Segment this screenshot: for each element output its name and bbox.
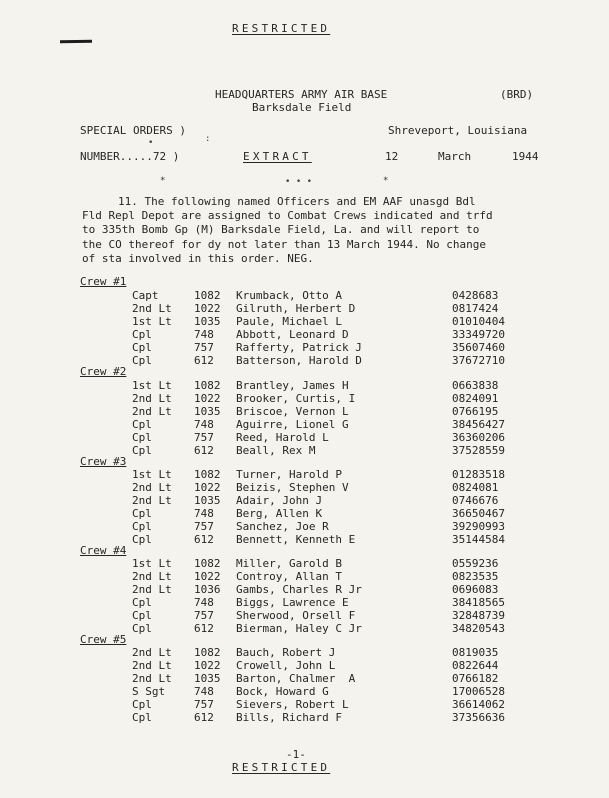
member-name: Sievers, Robert L: [236, 698, 349, 711]
crew-heading: Crew #4: [80, 544, 127, 557]
member-name: Briscoe, Vernon L: [236, 405, 349, 418]
member-name: Biggs, Lawrence E: [236, 596, 349, 609]
order-paragraph: [82, 195, 552, 266]
serial-number: 0766195: [452, 405, 499, 418]
rank: Cpl: [132, 354, 152, 367]
member-name: Bierman, Haley C Jr: [236, 622, 362, 635]
rank: Cpl: [132, 533, 152, 546]
asterisk-left: *: [160, 176, 166, 186]
crew-member-row: [0, 596, 609, 609]
serial-number: 0817424: [452, 302, 499, 315]
member-name: Turner, Harold P: [236, 468, 342, 481]
mos-code: 1082: [194, 646, 221, 659]
rank: Cpl: [132, 328, 152, 341]
serial-number: 32848739: [452, 609, 505, 622]
mos-code: 1035: [194, 405, 221, 418]
serial-number: 36650467: [452, 507, 505, 520]
member-name: Paule, Michael L: [236, 315, 342, 328]
rank: Cpl: [132, 622, 152, 635]
crew-member-row: [0, 520, 609, 533]
mos-code: 1035: [194, 672, 221, 685]
rank: 2nd Lt: [132, 405, 172, 418]
asterisk-right: *: [383, 176, 389, 186]
crew-member-row: [0, 494, 609, 507]
crew-heading: Crew #3: [80, 455, 127, 468]
mos-code: 612: [194, 354, 214, 367]
restricted-footer: RESTRICTED: [232, 761, 331, 774]
member-name: Brooker, Curtis, I: [236, 392, 356, 405]
special-orders-label: SPECIAL ORDERS ): [80, 124, 186, 137]
brd-label: (BRD): [500, 88, 534, 101]
rank: Cpl: [132, 698, 152, 711]
crew-member-row: [0, 431, 609, 444]
member-name: Sanchez, Joe R: [236, 520, 329, 533]
serial-number: 0824091: [452, 392, 499, 405]
serial-number: 0823535: [452, 570, 499, 583]
serial-number: 17006528: [452, 685, 505, 698]
crew-member-row: [0, 583, 609, 596]
location: Shreveport, Louisiana: [388, 124, 528, 137]
mos-code: 1082: [194, 557, 221, 570]
mos-code: 1022: [194, 570, 221, 583]
rank: 2nd Lt: [132, 659, 172, 672]
mos-code: 1022: [194, 481, 221, 494]
rank: S Sgt: [132, 685, 166, 698]
order-day: 12: [385, 150, 399, 163]
crew-member-row: [0, 315, 609, 328]
crew-member-row: [0, 646, 609, 659]
rank: Cpl: [132, 609, 152, 622]
mos-code: 1022: [194, 659, 221, 672]
rank: 2nd Lt: [132, 494, 172, 507]
serial-number: 0663838: [452, 379, 499, 392]
serial-number: 0746676: [452, 494, 499, 507]
serial-number: 0428683: [452, 289, 499, 302]
restricted-header: RESTRICTED: [232, 22, 331, 35]
serial-number: 01010404: [452, 315, 505, 328]
colon-mark: :: [205, 134, 211, 144]
crew-member-row: [0, 289, 609, 302]
pen-mark: [60, 40, 92, 44]
rank: 2nd Lt: [132, 392, 172, 405]
serial-number: 35607460: [452, 341, 505, 354]
rank: 1st Lt: [132, 379, 172, 392]
member-name: Bennett, Kenneth E: [236, 533, 356, 546]
crew-member-row: [0, 418, 609, 431]
rank: 2nd Lt: [132, 646, 172, 659]
rank: 2nd Lt: [132, 583, 172, 596]
member-name: Bauch, Robert J: [236, 646, 336, 659]
serial-number: 0819035: [452, 646, 499, 659]
paragraph-line: Fld Repl Depot are assigned to Combat Crews indicated and trfd: [82, 209, 493, 223]
rank: 2nd Lt: [132, 672, 172, 685]
member-name: Krumback, Otto A: [236, 289, 342, 302]
mos-code: 1082: [194, 289, 221, 302]
rank: Cpl: [132, 711, 152, 724]
rank: 1st Lt: [132, 557, 172, 570]
mos-code: 757: [194, 698, 214, 711]
member-name: Berg, Allen K: [236, 507, 323, 520]
mos-code: 1022: [194, 392, 221, 405]
mos-code: 748: [194, 596, 214, 609]
member-name: Gilruth, Herbert D: [236, 302, 356, 315]
crew-member-row: [0, 328, 609, 341]
base-name: Barksdale Field: [252, 101, 352, 114]
member-name: Aguirre, Lionel G: [236, 418, 349, 431]
rank: Cpl: [132, 341, 152, 354]
member-name: Sherwood, Orsell F: [236, 609, 356, 622]
rank: Cpl: [132, 431, 152, 444]
headquarters-title: HEADQUARTERS ARMY AIR BASE: [215, 88, 388, 101]
rank: Cpl: [132, 418, 152, 431]
member-name: Miller, Garold B: [236, 557, 342, 570]
mos-code: 612: [194, 711, 214, 724]
crew-member-row: [0, 557, 609, 570]
member-name: Adair, John J: [236, 494, 323, 507]
member-name: Brantley, James H: [236, 379, 349, 392]
mos-code: 748: [194, 418, 214, 431]
crew-member-row: [0, 392, 609, 405]
member-name: Rafferty, Patrick J: [236, 341, 362, 354]
page-number: -1-: [286, 748, 306, 761]
mos-code: 1082: [194, 379, 221, 392]
member-name: Crowell, John L: [236, 659, 336, 672]
member-name: Abbott, Leonard D: [236, 328, 349, 341]
member-name: Beall, Rex M: [236, 444, 316, 457]
mos-code: 748: [194, 685, 214, 698]
serial-number: 36614062: [452, 698, 505, 711]
crew-member-row: [0, 659, 609, 672]
rank: 2nd Lt: [132, 481, 172, 494]
mos-code: 1082: [194, 468, 221, 481]
mos-code: 1036: [194, 583, 221, 596]
serial-number: 0696083: [452, 583, 499, 596]
member-name: Bock, Howard G: [236, 685, 329, 698]
order-number: NUMBER.....72 ): [80, 150, 180, 163]
dots-middle: • • •: [285, 177, 313, 187]
crew-member-row: [0, 405, 609, 418]
crew-heading: Crew #1: [80, 275, 127, 288]
crew-heading: Crew #5: [80, 633, 127, 646]
serial-number: 0824081: [452, 481, 499, 494]
mos-code: 1035: [194, 315, 221, 328]
paragraph-line: to 335th Bomb Gp (M) Barksdale Field, La. and will report to: [82, 223, 480, 237]
rank: Cpl: [132, 444, 152, 457]
serial-number: 37356636: [452, 711, 505, 724]
crew-member-row: [0, 609, 609, 622]
serial-number: 01283518: [452, 468, 505, 481]
serial-number: 33349720: [452, 328, 505, 341]
mos-code: 748: [194, 328, 214, 341]
paragraph-line: of sta involved in this order. NEG.: [82, 251, 314, 265]
mos-code: 612: [194, 622, 214, 635]
mos-code: 757: [194, 520, 214, 533]
member-name: Barton, Chalmer A: [236, 672, 356, 685]
mos-code: 757: [194, 431, 214, 444]
crew-member-row: [0, 672, 609, 685]
mos-code: 1035: [194, 494, 221, 507]
rank: 1st Lt: [132, 468, 172, 481]
mos-code: 757: [194, 341, 214, 354]
serial-number: 0822644: [452, 659, 499, 672]
rank: 1st Lt: [132, 315, 172, 328]
serial-number: 37672710: [452, 354, 505, 367]
rank: Capt: [132, 289, 159, 302]
crew-member-row: [0, 685, 609, 698]
serial-number: 34820543: [452, 622, 505, 635]
member-name: Beizis, Stephen V: [236, 481, 349, 494]
member-name: Batterson, Harold D: [236, 354, 362, 367]
paragraph-line: 11. The following named Officers and EM AAF unasgd Bdl: [118, 195, 476, 208]
member-name: Reed, Harold L: [236, 431, 329, 444]
order-year: 1944: [512, 150, 539, 163]
crew-heading: Crew #2: [80, 365, 127, 378]
crew-member-row: [0, 711, 609, 724]
member-name: Gambs, Charles R Jr: [236, 583, 362, 596]
crew-member-row: [0, 468, 609, 481]
mos-code: 612: [194, 444, 214, 457]
rank: 2nd Lt: [132, 302, 172, 315]
serial-number: 37528559: [452, 444, 505, 457]
crew-member-row: [0, 481, 609, 494]
rank: 2nd Lt: [132, 570, 172, 583]
member-name: Controy, Allan T: [236, 570, 342, 583]
mos-code: 748: [194, 507, 214, 520]
crew-member-row: [0, 698, 609, 711]
crew-member-row: [0, 302, 609, 315]
crew-member-row: [0, 379, 609, 392]
crew-member-row: [0, 507, 609, 520]
serial-number: 38418565: [452, 596, 505, 609]
mos-code: 1022: [194, 302, 221, 315]
serial-number: 36360206: [452, 431, 505, 444]
serial-number: 39290993: [452, 520, 505, 533]
rank: Cpl: [132, 507, 152, 520]
extract-label: EXTRACT: [243, 150, 312, 163]
serial-number: 35144584: [452, 533, 505, 546]
serial-number: 0559236: [452, 557, 499, 570]
member-name: Bills, Richard F: [236, 711, 342, 724]
mos-code: 612: [194, 533, 214, 546]
paragraph-line: the CO thereof for dy not later than 13 March 1944. No change: [82, 237, 486, 251]
crew-member-row: [0, 570, 609, 583]
crew-member-row: [0, 341, 609, 354]
order-month: March: [438, 150, 472, 163]
serial-number: 38456427: [452, 418, 505, 431]
dot-mark: •: [148, 138, 154, 148]
rank: Cpl: [132, 596, 152, 609]
mos-code: 757: [194, 609, 214, 622]
rank: Cpl: [132, 520, 152, 533]
serial-number: 0766182: [452, 672, 499, 685]
